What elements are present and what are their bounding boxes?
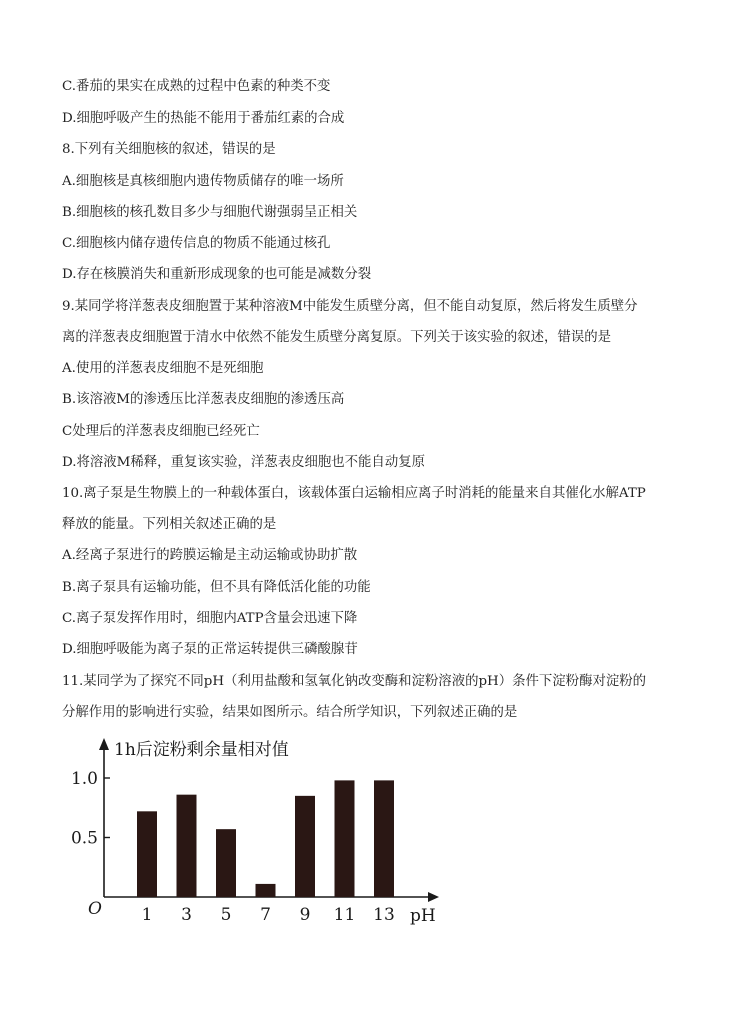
chart-title: 1h后淀粉剩余量相对值	[114, 740, 289, 760]
y-axis-arrow	[99, 738, 109, 750]
chart-bars	[137, 780, 394, 897]
text-line: 释放的能量。下列相关叙述正确的是	[62, 517, 277, 532]
text-line: B.离子泵具有运输功能，但不具有降低活化能的功能	[62, 580, 371, 595]
origin-label: O	[88, 899, 102, 919]
text-line: A.经离子泵进行的跨膜运输是主动运输或协助扩散	[62, 548, 358, 563]
bar-ph-11	[335, 780, 355, 897]
text-line: 分解作用的影响进行实验，结果如图所示。结合所学知识，下列叙述正确的是	[62, 705, 518, 720]
x-tick-label: 7	[260, 905, 271, 925]
x-tick-label: 9	[299, 905, 311, 925]
text-line: C.离子泵发挥作用时，细胞内ATP含量会迅速下降	[62, 611, 358, 626]
x-axis-label: pH	[410, 906, 436, 926]
bar-ph-7	[256, 884, 276, 897]
bar-ph-13	[374, 780, 394, 897]
text-line: D.存在核膜消失和重新形成现象的也可能是减数分裂	[62, 267, 372, 282]
text-line: A.使用的洋葱表皮细胞不是死细胞	[62, 361, 264, 376]
text-line: 8.下列有关细胞核的叙述，错误的是	[62, 142, 276, 157]
text-line: 11.某同学为了探究不同pH（利用盐酸和氢氧化钠改变酶和淀粉溶液的pH）条件下淀粉酶对淀粉的	[62, 674, 647, 689]
text-line: D.将溶液M稀释，重复该实验，洋葱表皮细胞也不能自动复原	[62, 455, 425, 470]
text-line: 10.离子泵是生物膜上的一种载体蛋白，该载体蛋白运输相应离子时消耗的能量来自其催化水解ATP	[62, 486, 646, 501]
text-line: D.细胞呼吸能为离子泵的正常运转提供三磷酸腺苷	[62, 642, 358, 657]
bar-ph-5	[216, 829, 236, 897]
text-line: B.该溶液M的渗透压比洋葱表皮细胞的渗透压高	[62, 392, 345, 407]
bar-ph-9	[295, 796, 315, 897]
text-line: C处理后的洋葱表皮细胞已经死亡	[62, 424, 260, 439]
text-line: 9.某同学将洋葱表皮细胞置于某种溶液M中能发生质壁分离，但不能自动复原，然后将发生质壁分	[62, 299, 638, 314]
text-line: B.细胞核的核孔数目多少与细胞代谢强弱呈正相关	[62, 205, 358, 220]
x-tick-label: 11	[333, 905, 356, 925]
x-tick-label: 13	[373, 905, 395, 925]
text-line: 离的洋葱表皮细胞置于清水中依然不能发生质壁分离复原。下列关于该实验的叙述，错误的是	[62, 330, 612, 345]
text-line: C.番茄的果实在成熟的过程中色素的种类不变	[62, 79, 331, 94]
bar-ph-1	[137, 811, 157, 897]
text-line: C.细胞核内储存遗传信息的物质不能通过核孔	[62, 236, 331, 251]
x-tick-label: 1	[141, 905, 153, 925]
x-tick-label: 5	[220, 905, 232, 925]
x-axis-arrow	[428, 892, 439, 902]
y-tick-label: 1.0	[70, 769, 98, 789]
y-tick-label: 0.5	[70, 828, 98, 849]
text-line: A.细胞核是真核细胞内遗传物质储存的唯一场所	[62, 174, 344, 189]
text-line: D.细胞呼吸产生的热能不能用于番茄红素的合成	[62, 111, 345, 126]
bar-ph-3	[177, 795, 197, 897]
x-tick-label: 3	[181, 905, 192, 925]
